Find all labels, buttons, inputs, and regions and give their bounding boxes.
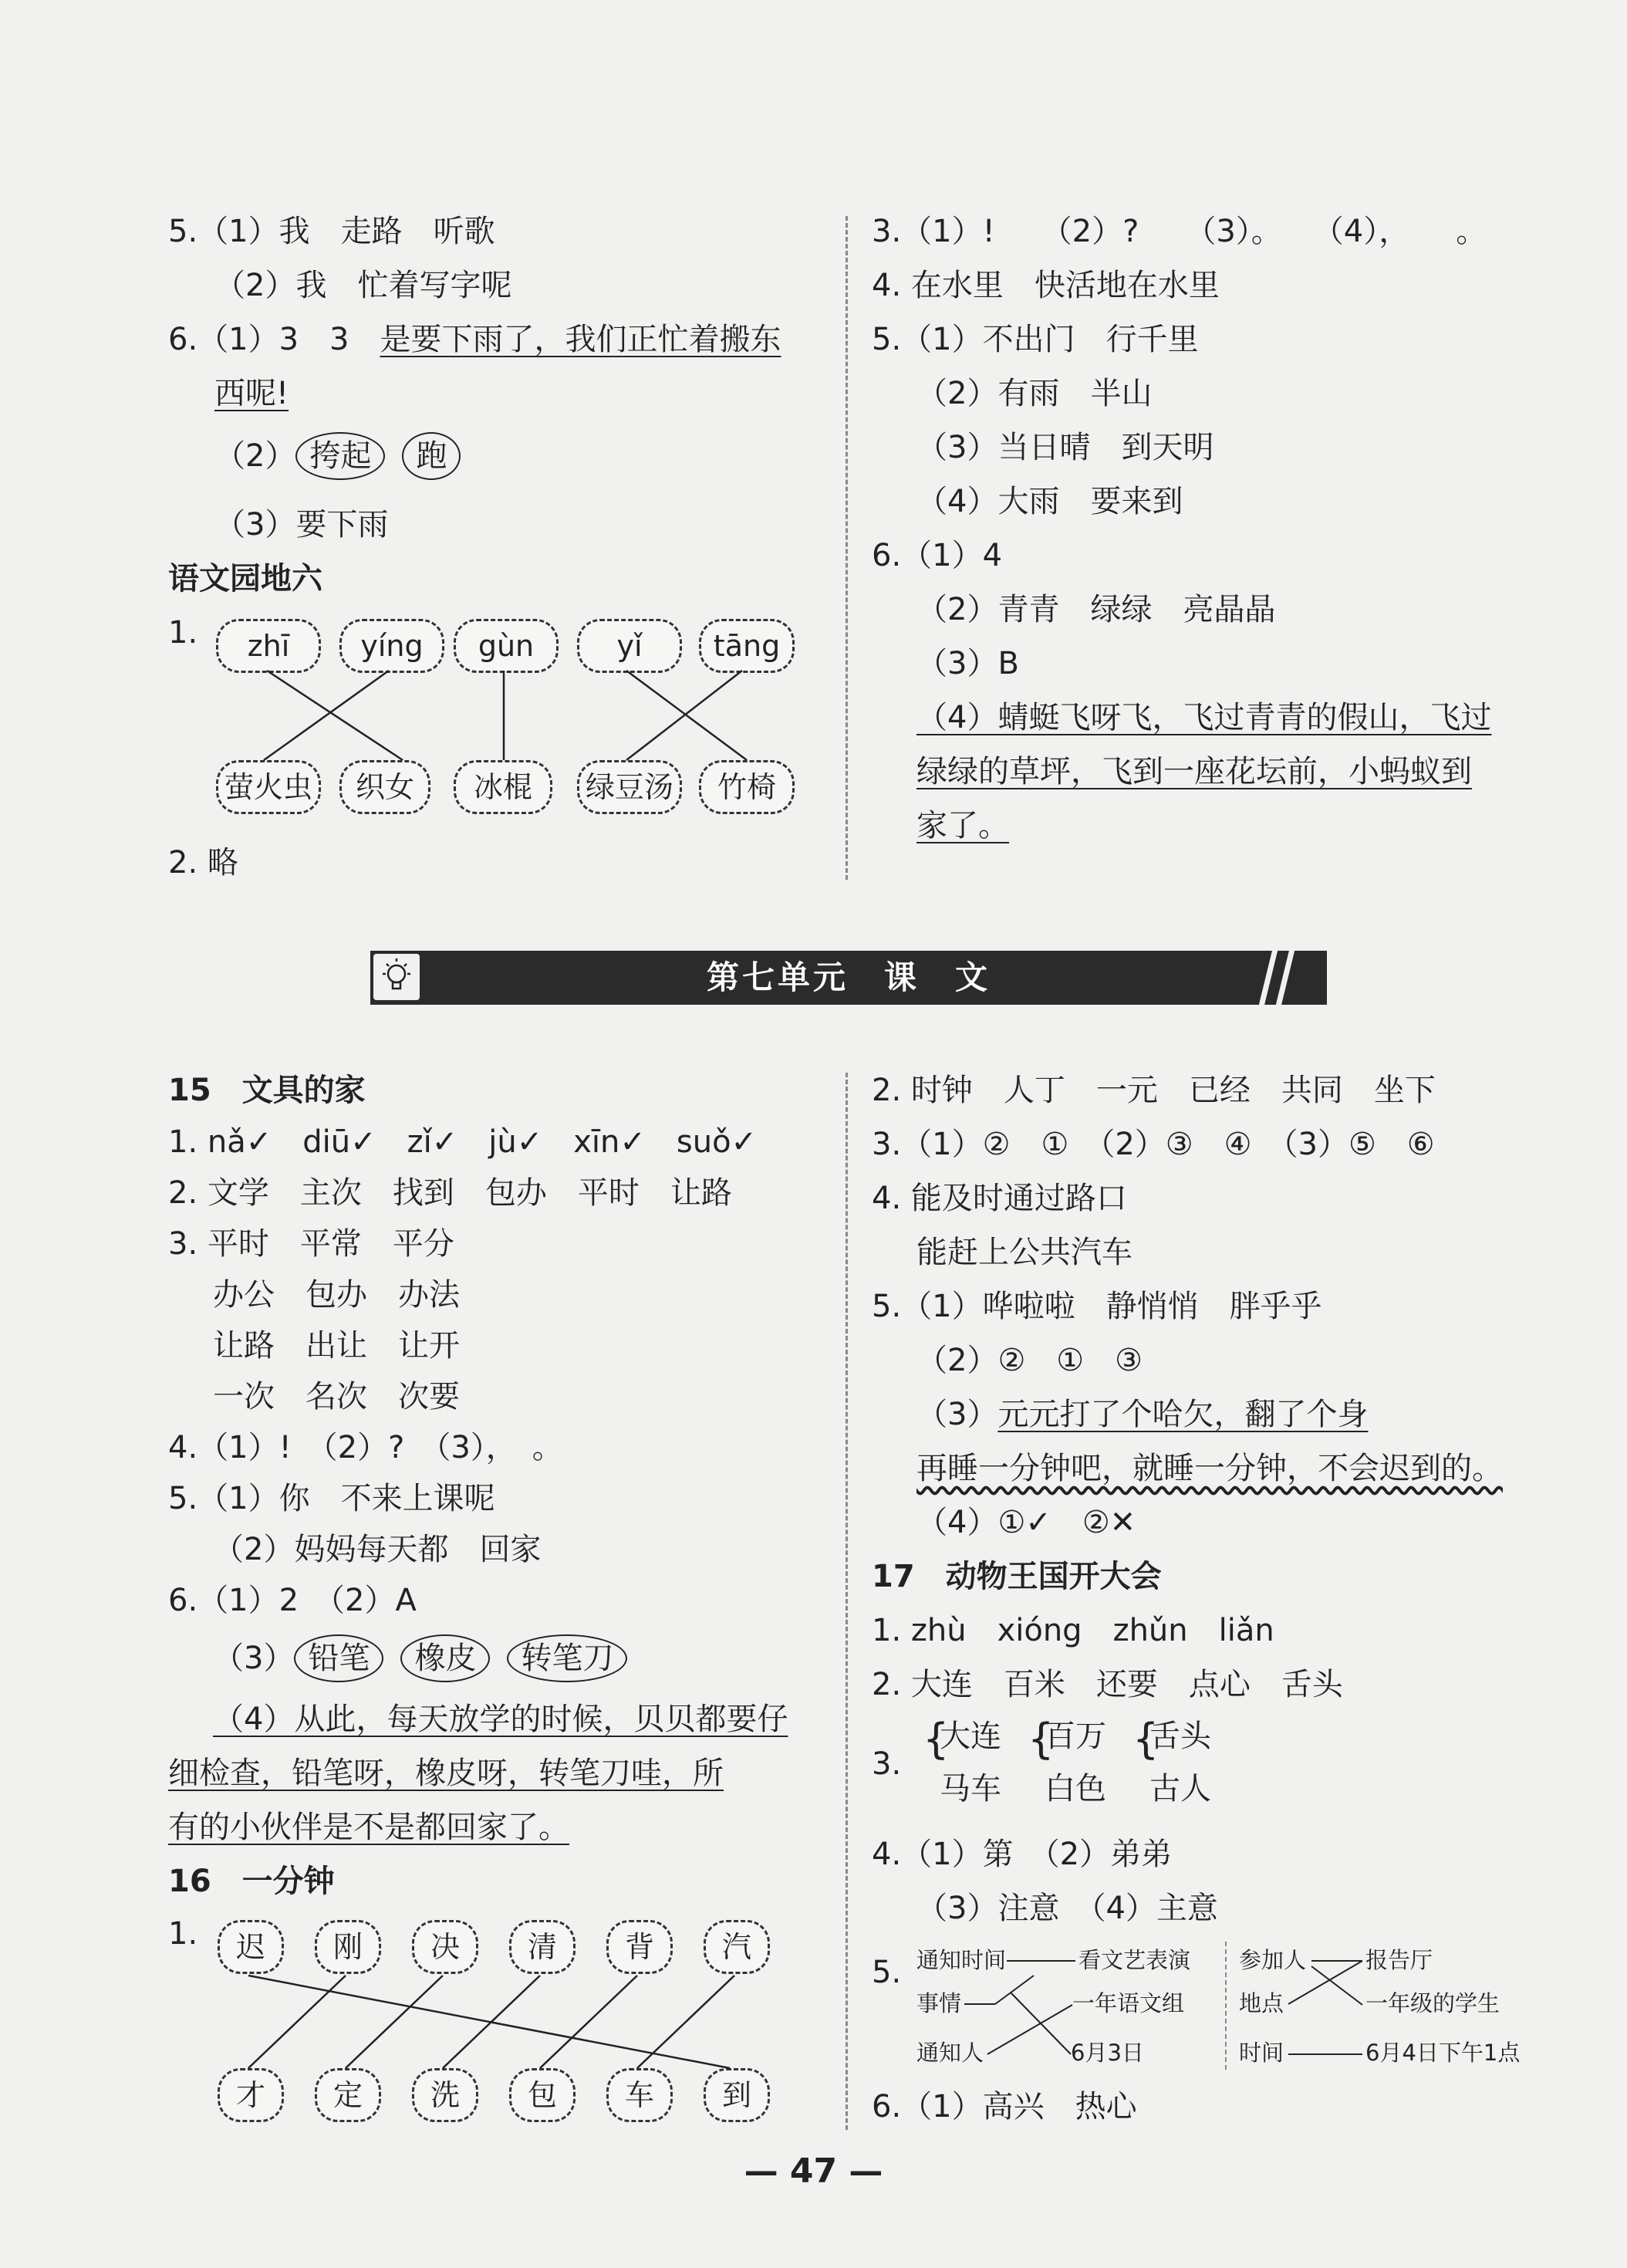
char-box: 迟 xyxy=(218,1920,284,1974)
l15-q1: 1. nǎ✓ diū✓ zǐ✓ jù✓ xīn✓ suǒ✓ xyxy=(168,1124,758,1160)
l15-q6a: 6.（1）2 （2）A xyxy=(168,1583,417,1618)
char-box: 才 xyxy=(218,2068,284,2122)
r-q5b: （2）② ① ③ xyxy=(916,1343,1143,1378)
connector-line xyxy=(267,671,403,760)
r-q6-3: （3）B xyxy=(916,646,1019,681)
r-q3: 3.（1）! （2）? （3）。 （4）， 。 xyxy=(872,214,1487,249)
word-pair: 白色 xyxy=(1045,1771,1106,1807)
match-right: 看文艺表演 xyxy=(1078,1947,1191,1973)
l15-q3a: 3. 平时 平常 平分 xyxy=(168,1226,454,1262)
l15-q6c: （4）从此，每天放学的时候，贝贝都要仔 xyxy=(213,1702,788,1737)
l15-q6d: 细检查，铅笔呀，橡皮呀，转笔刀哇，所 xyxy=(168,1756,724,1791)
r-q5-1: 5.（1）不出门 行千里 xyxy=(872,322,1199,357)
r-q5c: （3）元元打了个哈欠，翻了个身 xyxy=(916,1397,1369,1432)
connector-line xyxy=(637,1976,734,2068)
pinyin-box: yíng xyxy=(339,619,444,673)
l17-q4a: 4.（1）第 （2）弟弟 xyxy=(872,1837,1173,1872)
word-box: 织女 xyxy=(339,760,430,814)
l15-q2: 2. 文学 主次 找到 包办 平时 让路 xyxy=(168,1175,732,1211)
r-q5-4: （4）大雨 要来到 xyxy=(916,484,1183,519)
match2-left: 时间 xyxy=(1239,2040,1284,2066)
word-pair: 马车 xyxy=(940,1771,1001,1807)
q6-line2: （2） 挎起 跑 xyxy=(214,432,478,480)
lesson17-title: 17 动物王国开大会 xyxy=(872,1559,1162,1594)
q5-line2: （2）我 忙着写字呢 xyxy=(214,268,512,303)
lesson15-title: 15 文具的家 xyxy=(168,1073,366,1108)
match2-left: 参加人 xyxy=(1239,1947,1307,1973)
char-box: 车 xyxy=(606,2068,673,2122)
char-box: 决 xyxy=(412,1920,478,1974)
page-number: — 47 — xyxy=(744,2151,883,2191)
r-q6-4c: 家了。 xyxy=(916,808,1009,843)
word-pair: 古人 xyxy=(1149,1771,1211,1807)
brace-icon: { xyxy=(1028,1715,1055,1763)
r-q2: 2. 时钟 人丁 一元 已经 共同 坐下 xyxy=(872,1073,1436,1108)
l17-q6: 6.（1）高兴 热心 xyxy=(872,2089,1137,2124)
circled-word: 跑 xyxy=(402,432,461,480)
l16-q1: 1. xyxy=(168,1916,198,1952)
r-q4a: 4. 能及时通过路口 xyxy=(872,1181,1127,1216)
word-box: 萤火虫 xyxy=(216,760,321,814)
r-q4b: 能赶上公共汽车 xyxy=(916,1235,1132,1270)
brace-icon: { xyxy=(1132,1715,1159,1763)
l15-q3c: 让路 出让 让开 xyxy=(213,1328,460,1364)
l15-q3b: 办公 包办 办法 xyxy=(213,1277,460,1313)
l17-q5: 5. xyxy=(872,1955,902,1990)
section-heading: 语文园地六 xyxy=(168,561,322,597)
pinyin-box: tāng xyxy=(699,619,795,673)
connector-line xyxy=(1288,1961,1362,2004)
q1-label: 1. xyxy=(168,615,198,651)
pinyin-box: gùn xyxy=(454,619,559,673)
l17-q2: 2. 大连 百米 还要 点心 舌头 xyxy=(872,1667,1343,1702)
pinyin-box: zhī xyxy=(216,619,321,673)
brace-icon: { xyxy=(923,1715,950,1763)
q6-line3: （3）要下雨 xyxy=(214,507,389,542)
char-box: 包 xyxy=(509,2068,576,2122)
word-pair: 舌头 xyxy=(1149,1719,1211,1754)
match-right: 6月3日 xyxy=(1071,2040,1144,2066)
circled-word: 橡皮 xyxy=(400,1634,490,1682)
r-q6-4b: 绿绿的草坪，飞到一座花坛前，小蚂蚁到 xyxy=(916,754,1472,789)
char-box: 背 xyxy=(606,1920,673,1974)
banner-title: 第七单元 课 文 xyxy=(706,958,991,996)
l17-q4b: （3）注意 （4）主意 xyxy=(916,1891,1218,1926)
circled-word: 铅笔 xyxy=(294,1634,383,1682)
char-box: 洗 xyxy=(412,2068,478,2122)
l15-q5a: 5.（1）你 不来上课呢 xyxy=(168,1481,495,1516)
word-pair: 大连 xyxy=(940,1719,1001,1754)
char-box: 刚 xyxy=(315,1920,381,1974)
word-box: 冰棍 xyxy=(454,760,552,814)
match2-right: 一年级的学生 xyxy=(1365,1990,1500,2016)
l17-q3: 3. xyxy=(872,1746,902,1782)
word-pair: 百万 xyxy=(1045,1719,1106,1754)
connector-line xyxy=(540,1976,637,2068)
q2-line: 2. 略 xyxy=(168,845,238,880)
r-q3: 3.（1）② ① （2）③ ④ （3）⑤ ⑥ xyxy=(872,1127,1435,1162)
circled-word: 挎起 xyxy=(295,432,385,480)
match-left: 通知时间 xyxy=(916,1947,1007,1973)
match-right: 一年语文组 xyxy=(1072,1990,1185,2016)
l15-q6e: 有的小伙伴是不是都回家了。 xyxy=(168,1810,569,1845)
char-box: 清 xyxy=(509,1920,576,1974)
word-box: 竹椅 xyxy=(699,760,795,814)
connector-line xyxy=(995,1976,1034,2004)
q6-line1b: 西呢! xyxy=(214,376,289,411)
l15-q5b: （2）妈妈每天都 回家 xyxy=(213,1532,542,1567)
pinyin-box: yǐ xyxy=(577,619,682,673)
word-box: 绿豆汤 xyxy=(577,760,682,814)
match2-right: 6月4日下午1点 xyxy=(1365,2040,1521,2066)
connector-line xyxy=(264,671,389,760)
char-box: 到 xyxy=(704,2068,770,2122)
match2-left: 地点 xyxy=(1239,1990,1284,2016)
q6-line1: 6.（1）3 3 是要下雨了，我们正忙着搬东 xyxy=(168,322,781,357)
r-q5a: 5.（1）哗啦啦 静悄悄 胖乎乎 xyxy=(872,1289,1322,1324)
l15-q6b: （3） 铅笔 橡皮 转笔刀 xyxy=(213,1634,644,1682)
r-q5-3: （3）当日晴 到天明 xyxy=(916,430,1214,465)
r-q6-2: （2）青青 绿绿 亮晶晶 xyxy=(916,592,1276,627)
lesson16-title: 16 一分钟 xyxy=(168,1864,335,1899)
l15-q4: 4.（1）! （2）? （3）， 。 xyxy=(168,1430,563,1465)
r-q5e: （4）①✓ ②✕ xyxy=(916,1505,1136,1540)
match-left: 事情 xyxy=(916,1990,962,2016)
circled-word: 转笔刀 xyxy=(507,1634,627,1682)
r-q5d: 再睡一分钟吧，就睡一分钟，不会迟到的。 xyxy=(916,1451,1503,1486)
r-q6-4a: （4）蜻蜓飞呀飞，飞过青青的假山，飞过 xyxy=(916,700,1492,735)
connector-line xyxy=(248,1976,730,2068)
match2-right: 报告厅 xyxy=(1365,1947,1433,1973)
l15-q3d: 一次 名次 次要 xyxy=(213,1379,460,1415)
r-q5-2: （2）有雨 半山 xyxy=(916,376,1153,411)
connector-line xyxy=(346,1976,443,2068)
r-q6-1: 6.（1）4 xyxy=(872,538,1003,573)
q5-line1: 5.（1）我 走路 听歌 xyxy=(168,214,495,249)
l17-q1: 1. zhù xióng zhǔn liǎn xyxy=(872,1613,1274,1648)
char-box: 汽 xyxy=(704,1920,770,1974)
connector-line xyxy=(248,1976,346,2068)
char-box: 定 xyxy=(315,2068,381,2122)
match-left: 通知人 xyxy=(916,2040,984,2066)
connector-line xyxy=(443,1976,540,2068)
r-q4: 4. 在水里 快活地在水里 xyxy=(872,268,1220,303)
